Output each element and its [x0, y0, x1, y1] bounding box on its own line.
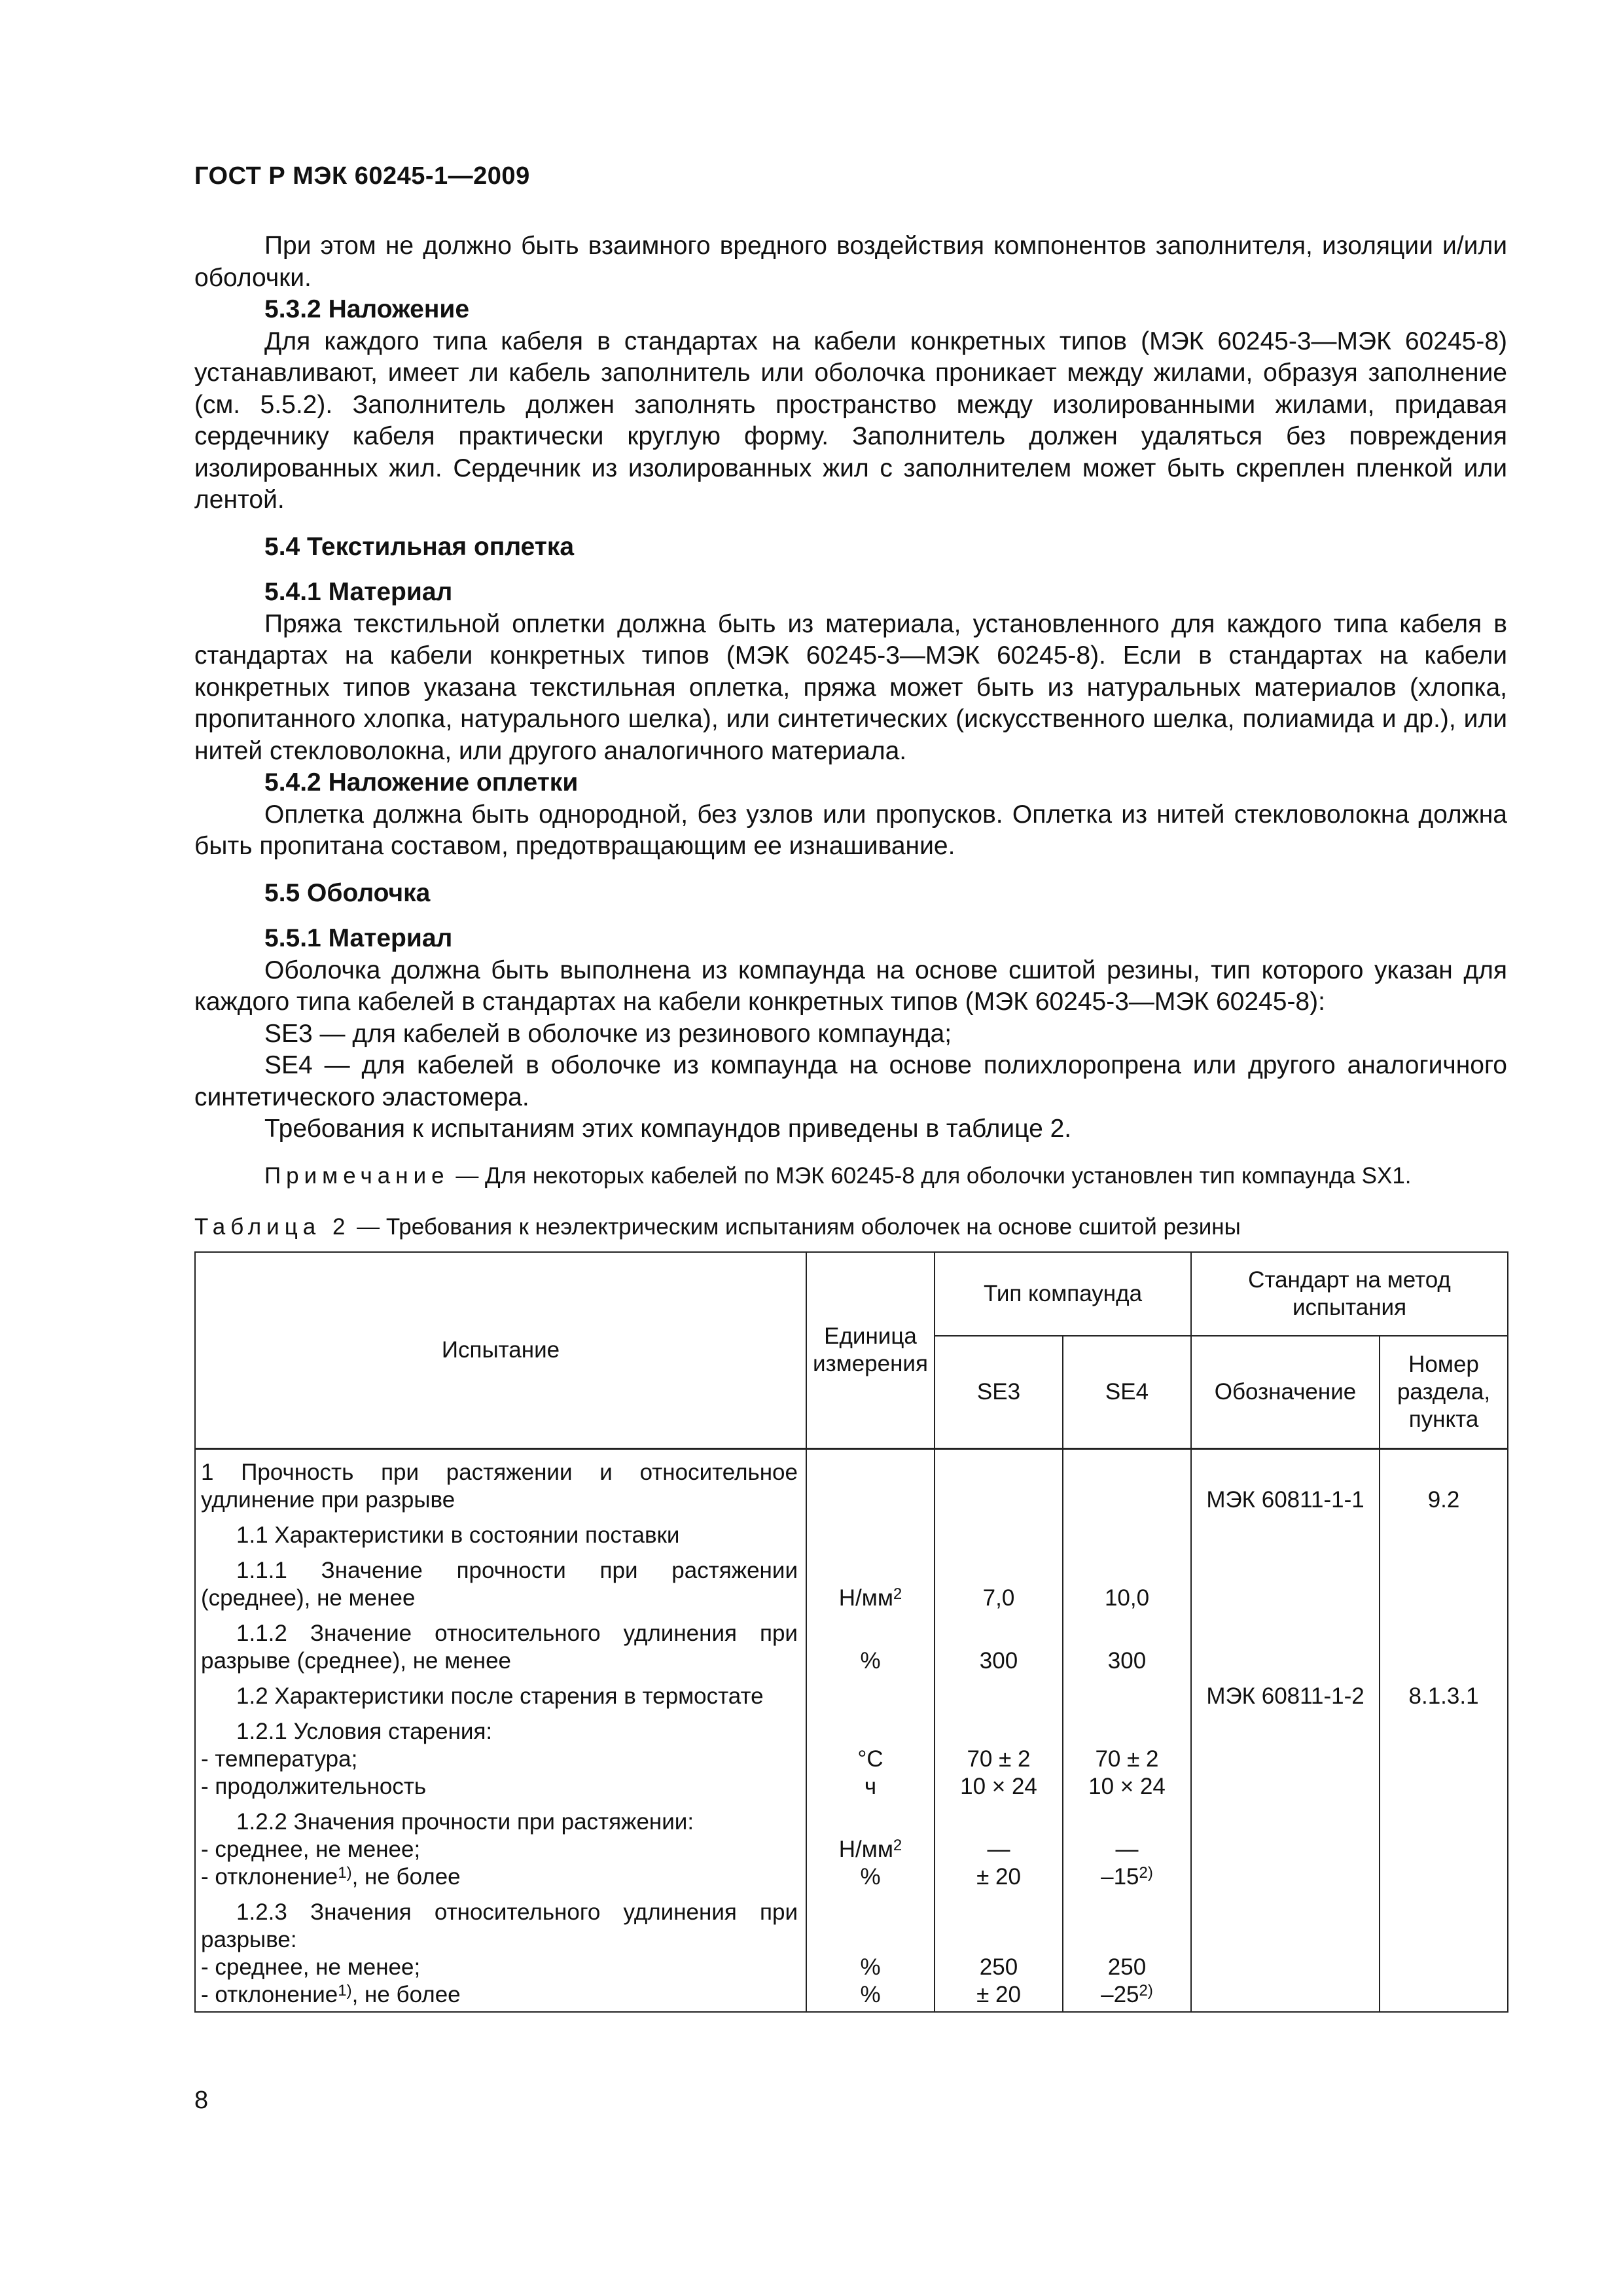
header-designation: Обозначение — [1191, 1336, 1380, 1448]
table-caption — [194, 1214, 1241, 1240]
deviation-text: - отклонение — [201, 1863, 338, 1890]
footnote-ref: 1) — [338, 1863, 352, 1882]
se4-value: –25 — [1101, 1981, 1139, 2007]
paragraph: Требования к испытаниям этих компаундов приведены в таблице 2. — [264, 1115, 1072, 1143]
table-row — [195, 1675, 1508, 1710]
header-se3: SE3 — [935, 1336, 1063, 1448]
paragraph: Для каждого типа кабеля в стандартах на кабели конкретных типов (МЭК 60245-3—МЭК 60245-8) устанавливают, имеет ли кабель заполнитель или оболочка проникает между жилами, образуя заполнение (см. 5.5.2). Заполнитель должен заполнять пространство между изолированными жилами, придавая сердечнику кабеля практически круглую форму. Заполнитель должен удаляться без повреждения изолированных жил. Сердечник из изолированных жил с заполнителем может быть скреплен пленкой или лентой. — [194, 327, 1507, 514]
se4-line: 10 × 24 — [1088, 1773, 1166, 1799]
cell-se4 — [1063, 1710, 1191, 1801]
cell-unit — [806, 1549, 935, 1612]
note-text: — Для некоторых кабелей по МЭК 60245-8 для оболочки установлен тип компаунда SX1. — [455, 1162, 1412, 1189]
cell-se3 — [935, 1710, 1063, 1801]
cell-section — [1380, 1891, 1508, 2012]
cell-standard — [1191, 1612, 1380, 1675]
paragraph: Пряжа текстильной оплетки должна быть из материала, установленного для каждого типа кабеля в стандартах на кабели конкретных типов (МЭК 60245-3—МЭК 60245-8). Если в стандартах на кабели конкретных типов указана текстильная оплетка, пряжа может быть из натуральных материалов (хлопка, пропитанного хлопка, натурального шелка), или синтетических (искусственного шелка, полиамида и др.), или нитей стекловолокна, или другого аналогичного материала. — [194, 609, 1507, 765]
table-row — [195, 1612, 1508, 1675]
deviation-tail: , не более — [351, 1981, 461, 2007]
cell-section — [1380, 1801, 1508, 1891]
cell-section — [1380, 1549, 1508, 1612]
paragraph: SE3 — для кабелей в оболочке из резинового компаунда; — [264, 1019, 952, 1048]
unit-line: °C — [857, 1746, 883, 1772]
cell-se4 — [1063, 1675, 1191, 1710]
test-text: 1.2 Характеристики после старения в термостате — [236, 1683, 764, 1709]
paragraph: SE4 — для кабелей в оболочке из компаунда на основе полихлоропрена или другого аналогичного синтетического эластомера. — [194, 1051, 1507, 1111]
cell-section — [1380, 1514, 1508, 1549]
cell-se3 — [935, 1514, 1063, 1549]
se4-line — [1069, 1981, 1185, 2009]
unit-superscript: 2 — [893, 1585, 902, 1603]
deviation-tail: , не более — [351, 1863, 461, 1890]
test-line: - среднее, не менее; — [201, 1954, 421, 1980]
test-line: - температура; — [201, 1746, 358, 1772]
table-row — [195, 1448, 1508, 1514]
header-standard: Стандарт на метод испытания — [1191, 1252, 1508, 1336]
unit-superscript: 2 — [893, 1836, 902, 1854]
footnote-ref: 2) — [1139, 1863, 1153, 1882]
cell-se4: 10,0 — [1063, 1549, 1191, 1612]
cell-test — [195, 1710, 806, 1801]
cell-test — [195, 1612, 806, 1675]
test-text: 1.1.2 Значение относительного удлинения при разрыве (среднее), не менее — [201, 1620, 798, 1674]
test-text: 1.1.1 Значение прочности при растяжении (среднее), не менее — [201, 1557, 798, 1611]
requirements-table — [194, 1251, 1508, 2013]
cell-standard: МЭК 60811-1-2 — [1191, 1675, 1380, 1710]
header-section: Номер раздела, пункта — [1380, 1336, 1508, 1448]
cell-standard — [1191, 1891, 1380, 2012]
header-test: Испытание — [195, 1252, 806, 1448]
heading-5-3-2: 5.3.2 Наложение — [264, 295, 470, 323]
heading-5-4-1: 5.4.1 Материал — [264, 578, 453, 606]
test-line — [201, 1981, 798, 2009]
cell-standard — [1191, 1514, 1380, 1549]
paragraph: Оплетка должна быть однородной, без узлов или пропусков. Оплетка из нитей стекловолокна должна быть пропитана составом, предотвращающим ее изнашивание. — [194, 800, 1507, 860]
cell-test — [195, 1514, 806, 1549]
page-number: 8 — [194, 2087, 209, 2114]
se3-line: ± 20 — [976, 1863, 1021, 1890]
deviation-text: - отклонение — [201, 1981, 338, 2007]
cell-se3 — [935, 1448, 1063, 1514]
test-line — [201, 1863, 798, 1891]
test-line: - среднее, не менее; — [201, 1836, 421, 1862]
cell-unit — [806, 1514, 935, 1549]
heading-5-4: 5.4 Текстильная оплетка — [264, 532, 575, 561]
cell-unit — [806, 1801, 935, 1891]
heading-5-5-1: 5.5.1 Материал — [264, 924, 453, 952]
cell-section — [1380, 1612, 1508, 1675]
test-text: 1.2.2 Значения прочности при растяжении: — [236, 1808, 694, 1835]
test-text: 1.2.3 Значения относительного удлинения при разрыве: — [201, 1899, 798, 1952]
paragraph: При этом не должно быть взаимного вредного воздействия компонентов заполнителя, изоляции и/или оболочки. — [194, 232, 1507, 292]
unit-line: % — [860, 1954, 881, 1980]
cell-se4 — [1063, 1891, 1191, 2012]
cell-unit — [806, 1710, 935, 1801]
cell-unit — [806, 1675, 935, 1710]
cell-se4 — [1063, 1448, 1191, 1514]
cell-unit: % — [806, 1612, 935, 1675]
heading-5-4-2: 5.4.2 Наложение оплетки — [264, 768, 579, 797]
test-text: 1.2.1 Условия старения: — [236, 1718, 493, 1744]
table-caption-text: — Требования к неэлектрическим испытаниям оболочек на основе сшитой резины — [357, 1214, 1241, 1240]
cell-se3 — [935, 1891, 1063, 2012]
se3-line: — — [987, 1836, 1010, 1862]
header-compound-type: Тип компаунда — [935, 1252, 1191, 1336]
se3-line: 70 ± 2 — [967, 1746, 1031, 1772]
document-header: ГОСТ Р МЭК 60245-1—2009 — [194, 162, 530, 190]
cell-section: 8.1.3.1 — [1380, 1675, 1508, 1710]
cell-se4 — [1063, 1801, 1191, 1891]
cell-standard — [1191, 1549, 1380, 1612]
se4-line: — — [1115, 1836, 1139, 1862]
note — [194, 1160, 1507, 1193]
cell-se3: 7,0 — [935, 1549, 1063, 1612]
cell-unit — [806, 1448, 935, 1514]
cell-test: 1 Прочность при растяжении и относительное удлинение при разрыве — [195, 1448, 806, 1514]
unit-line — [812, 1836, 929, 1863]
unit-text: Н/мм — [838, 1585, 893, 1611]
cell-test — [195, 1891, 806, 2012]
cell-test — [195, 1801, 806, 1891]
table-row — [195, 1801, 1508, 1891]
footnote-ref: 1) — [338, 1981, 352, 2000]
se4-value: –15 — [1101, 1863, 1139, 1890]
cell-se3 — [935, 1675, 1063, 1710]
cell-standard: МЭК 60811-1-1 — [1191, 1448, 1380, 1514]
table-row — [195, 1549, 1508, 1612]
heading-5-5: 5.5 Оболочка — [264, 878, 431, 907]
header-se4: SE4 — [1063, 1336, 1191, 1448]
table-caption-label: Таблица 2 — [194, 1214, 351, 1240]
unit-line: % — [860, 1981, 881, 2007]
cell-se4: 300 — [1063, 1612, 1191, 1675]
unit-line: % — [860, 1863, 881, 1890]
cell-standard — [1191, 1710, 1380, 1801]
body-text — [194, 230, 1507, 1192]
note-label: Примечание — [264, 1162, 450, 1189]
cell-test — [195, 1549, 806, 1612]
cell-se3: 300 — [935, 1612, 1063, 1675]
cell-section — [1380, 1710, 1508, 1801]
table-row — [195, 1514, 1508, 1549]
se3-line: ± 20 — [976, 1981, 1021, 2007]
table-row — [195, 1891, 1508, 2012]
se3-line: 250 — [979, 1954, 1018, 1980]
cell-test — [195, 1675, 806, 1710]
cell-unit — [806, 1891, 935, 2012]
footnote-ref: 2) — [1139, 1981, 1153, 2000]
unit-line: ч — [864, 1773, 877, 1799]
se4-line: 70 ± 2 — [1095, 1746, 1159, 1772]
se3-line: 10 × 24 — [960, 1773, 1037, 1799]
paragraph: Оболочка должна быть выполнена из компаунда на основе сшитой резины, тип которого указан для каждого типа кабелей в стандартах на кабели конкретных типов (МЭК 60245-3—МЭК 60245-8): — [194, 956, 1507, 1016]
test-text: 1.1 Характеристики в состоянии поставки — [236, 1522, 680, 1548]
cell-section: 9.2 — [1380, 1448, 1508, 1514]
se4-line — [1069, 1863, 1185, 1891]
unit-text: Н/мм — [838, 1836, 893, 1862]
cell-se3 — [935, 1801, 1063, 1891]
test-line: - продолжительность — [201, 1773, 427, 1799]
cell-se4 — [1063, 1514, 1191, 1549]
table-row — [195, 1710, 1508, 1801]
header-unit: Единица измерения — [806, 1252, 935, 1448]
se4-line: 250 — [1107, 1954, 1147, 1980]
cell-standard — [1191, 1801, 1380, 1891]
